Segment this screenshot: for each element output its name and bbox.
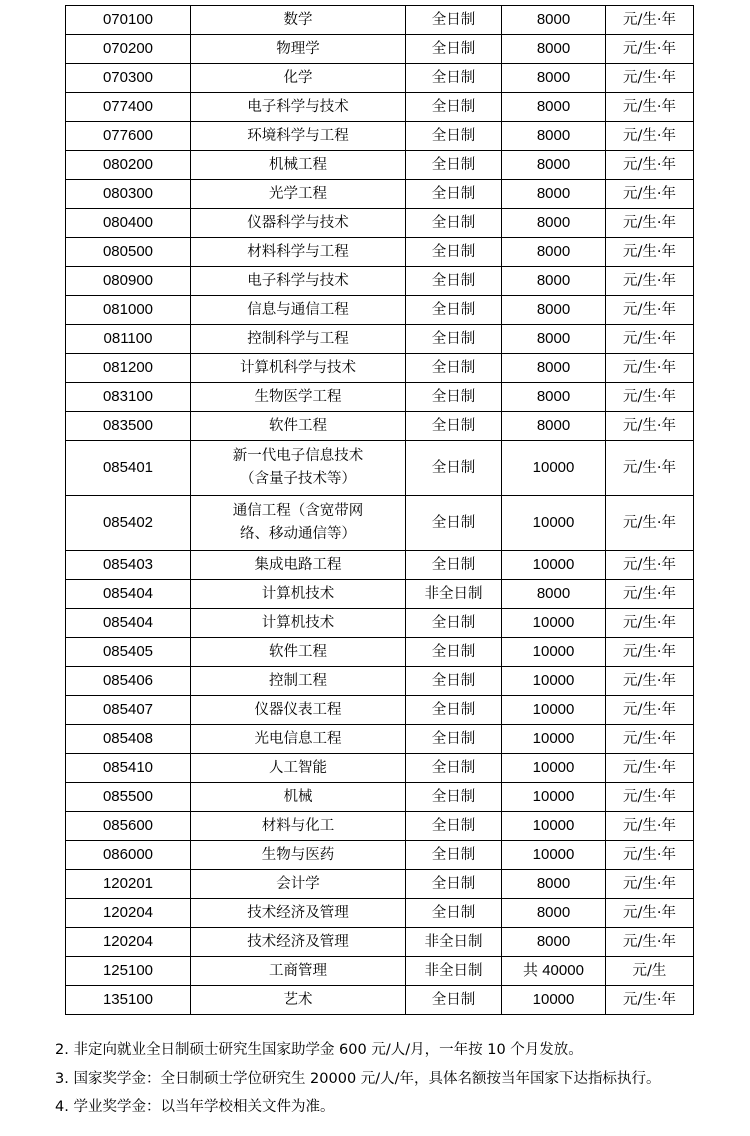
program-code-cell: 085403 — [66, 551, 191, 580]
program-code-cell: 085406 — [66, 667, 191, 696]
study-mode-cell: 全日制 — [406, 841, 502, 870]
table-row — [66, 841, 694, 870]
fee-amount-cell: 10000 — [502, 754, 606, 783]
fee-amount-cell: 8000 — [502, 151, 606, 180]
program-code-cell: 120204 — [66, 928, 191, 957]
study-mode-cell: 全日制 — [406, 986, 502, 1015]
program-code-cell: 081100 — [66, 325, 191, 354]
program-code-cell: 120204 — [66, 899, 191, 928]
table-row — [66, 609, 694, 638]
table-row — [66, 6, 694, 35]
fee-amount-cell: 8000 — [502, 383, 606, 412]
study-mode-cell: 全日制 — [406, 35, 502, 64]
program-code-cell: 085500 — [66, 783, 191, 812]
study-mode-cell: 全日制 — [406, 151, 502, 180]
fee-amount-cell: 10000 — [502, 783, 606, 812]
fee-unit-cell: 元/生·年 — [606, 296, 694, 325]
program-name-cell: 工商管理 — [191, 957, 406, 986]
fee-amount-cell: 10000 — [502, 441, 606, 496]
program-name-cell: 环境科学与工程 — [191, 122, 406, 151]
table-row — [66, 986, 694, 1015]
study-mode-cell: 全日制 — [406, 551, 502, 580]
fee-amount-cell: 10000 — [502, 609, 606, 638]
table-row — [66, 638, 694, 667]
study-mode-cell: 全日制 — [406, 870, 502, 899]
program-name-cell: 光学工程 — [191, 180, 406, 209]
program-code-cell: 120201 — [66, 870, 191, 899]
study-mode-cell: 全日制 — [406, 441, 502, 496]
table-row — [66, 783, 694, 812]
program-code-cell: 085600 — [66, 812, 191, 841]
program-name-cell: 物理学 — [191, 35, 406, 64]
fee-amount-cell: 8000 — [502, 580, 606, 609]
fee-unit-cell: 元/生 — [606, 957, 694, 986]
program-code-cell: 135100 — [66, 986, 191, 1015]
study-mode-cell: 全日制 — [406, 496, 502, 551]
table-row — [66, 412, 694, 441]
study-mode-cell: 全日制 — [406, 64, 502, 93]
program-name-cell: 软件工程 — [191, 638, 406, 667]
study-mode-cell: 全日制 — [406, 412, 502, 441]
fee-unit-cell: 元/生·年 — [606, 209, 694, 238]
fee-amount-cell: 8000 — [502, 325, 606, 354]
tuition-table-body — [66, 6, 694, 1015]
fee-unit-cell: 元/生·年 — [606, 870, 694, 899]
study-mode-cell: 全日制 — [406, 899, 502, 928]
study-mode-cell: 全日制 — [406, 267, 502, 296]
study-mode-cell: 全日制 — [406, 725, 502, 754]
fee-unit-cell: 元/生·年 — [606, 783, 694, 812]
note-grant: 2. 非定向就业全日制硕士研究生国家助学金 600 元/人/月，一年按 10 个月发放。 — [55, 1042, 583, 1058]
table-row — [66, 496, 694, 551]
study-mode-cell: 全日制 — [406, 383, 502, 412]
program-code-cell: 083500 — [66, 412, 191, 441]
program-name-cell: 计算机技术 — [191, 609, 406, 638]
program-code-cell: 081200 — [66, 354, 191, 383]
study-mode-cell: 全日制 — [406, 238, 502, 267]
study-mode-cell: 全日制 — [406, 754, 502, 783]
study-mode-cell: 全日制 — [406, 325, 502, 354]
program-code-cell: 070300 — [66, 64, 191, 93]
fee-amount-cell: 8000 — [502, 93, 606, 122]
program-code-cell: 086000 — [66, 841, 191, 870]
study-mode-cell: 全日制 — [406, 122, 502, 151]
fee-unit-cell: 元/生·年 — [606, 551, 694, 580]
table-row — [66, 754, 694, 783]
fee-amount-cell: 8000 — [502, 928, 606, 957]
fee-amount-cell: 10000 — [502, 841, 606, 870]
fee-unit-cell: 元/生·年 — [606, 354, 694, 383]
study-mode-cell: 全日制 — [406, 180, 502, 209]
fee-unit-cell: 元/生·年 — [606, 899, 694, 928]
fee-unit-cell: 元/生·年 — [606, 841, 694, 870]
table-row — [66, 899, 694, 928]
program-code-cell: 070100 — [66, 6, 191, 35]
program-code-cell: 083100 — [66, 383, 191, 412]
fee-unit-cell: 元/生·年 — [606, 754, 694, 783]
program-name-cell: 光电信息工程 — [191, 725, 406, 754]
table-row — [66, 580, 694, 609]
program-name-cell: 软件工程 — [191, 412, 406, 441]
program-code-cell: 077600 — [66, 122, 191, 151]
study-mode-cell: 非全日制 — [406, 580, 502, 609]
program-name-cell: 电子科学与技术 — [191, 267, 406, 296]
fee-amount-cell: 8000 — [502, 412, 606, 441]
table-row — [66, 383, 694, 412]
program-code-cell: 080300 — [66, 180, 191, 209]
fee-amount-cell: 8000 — [502, 354, 606, 383]
program-name-cell: 仪器科学与技术 — [191, 209, 406, 238]
program-name-cell — [191, 496, 406, 551]
program-name-cell: 生物医学工程 — [191, 383, 406, 412]
note-academic-scholarship: 4. 学业奖学金：以当年学校相关文件为准。 — [55, 1099, 335, 1115]
program-name-cell: 会计学 — [191, 870, 406, 899]
study-mode-cell: 全日制 — [406, 783, 502, 812]
table-row — [66, 93, 694, 122]
table-row — [66, 870, 694, 899]
program-name-cell: 信息与通信工程 — [191, 296, 406, 325]
fee-unit-cell: 元/生·年 — [606, 928, 694, 957]
fee-unit-cell: 元/生·年 — [606, 238, 694, 267]
fee-amount-cell: 10000 — [502, 725, 606, 754]
program-code-cell: 080200 — [66, 151, 191, 180]
program-code-cell: 085408 — [66, 725, 191, 754]
program-name-cell: 计算机技术 — [191, 580, 406, 609]
program-name-line: 通信工程（含宽带网 — [232, 503, 364, 519]
study-mode-cell: 全日制 — [406, 354, 502, 383]
fee-unit-cell: 元/生·年 — [606, 812, 694, 841]
study-mode-cell: 全日制 — [406, 296, 502, 325]
program-code-cell: 077400 — [66, 93, 191, 122]
fee-unit-cell: 元/生·年 — [606, 325, 694, 354]
fee-amount-cell: 10000 — [502, 496, 606, 551]
fee-amount-cell: 10000 — [502, 551, 606, 580]
fee-unit-cell: 元/生·年 — [606, 580, 694, 609]
program-name-cell: 材料科学与工程 — [191, 238, 406, 267]
table-row — [66, 122, 694, 151]
fee-unit-cell: 元/生·年 — [606, 412, 694, 441]
table-row — [66, 812, 694, 841]
table-row — [66, 151, 694, 180]
program-name-cell: 控制科学与工程 — [191, 325, 406, 354]
study-mode-cell: 全日制 — [406, 609, 502, 638]
study-mode-cell: 全日制 — [406, 93, 502, 122]
program-code-cell: 081000 — [66, 296, 191, 325]
fee-amount-cell: 8000 — [502, 296, 606, 325]
program-name-cell: 仪器仪表工程 — [191, 696, 406, 725]
fee-amount-cell: 10000 — [502, 812, 606, 841]
fee-unit-cell: 元/生·年 — [606, 667, 694, 696]
study-mode-cell: 全日制 — [406, 667, 502, 696]
study-mode-cell: 全日制 — [406, 6, 502, 35]
program-code-cell: 085405 — [66, 638, 191, 667]
program-code-cell: 085404 — [66, 609, 191, 638]
program-code-cell: 085402 — [66, 496, 191, 551]
fee-unit-cell: 元/生·年 — [606, 180, 694, 209]
fee-amount-cell: 8000 — [502, 122, 606, 151]
program-name-cell: 控制工程 — [191, 667, 406, 696]
fee-unit-cell: 元/生·年 — [606, 93, 694, 122]
note-national-scholarship: 3. 国家奖学金：全日制硕士学位研究生 20000 元/人/年，具体名额按当年国家下达指标执行。 — [55, 1070, 661, 1087]
program-code-cell: 080400 — [66, 209, 191, 238]
program-code-cell: 080900 — [66, 267, 191, 296]
program-code-cell: 085407 — [66, 696, 191, 725]
fee-amount-cell: 8000 — [502, 6, 606, 35]
notes-section — [55, 1036, 745, 1122]
program-name-cell: 技术经济及管理 — [191, 928, 406, 957]
table-row — [66, 35, 694, 64]
fee-unit-cell: 元/生·年 — [606, 986, 694, 1015]
fee-amount-cell: 10000 — [502, 986, 606, 1015]
study-mode-cell: 非全日制 — [406, 957, 502, 986]
program-name-line: 新一代电子信息技术 — [232, 448, 364, 464]
fee-amount-cell: 8000 — [502, 64, 606, 93]
fee-amount-cell: 8000 — [502, 238, 606, 267]
fee-amount-cell: 8000 — [502, 267, 606, 296]
fee-amount-cell: 8000 — [502, 870, 606, 899]
fee-unit-cell: 元/生·年 — [606, 441, 694, 496]
fee-amount-cell: 8000 — [502, 209, 606, 238]
program-name-cell: 人工智能 — [191, 754, 406, 783]
program-code-cell: 085401 — [66, 441, 191, 496]
fee-amount-cell: 10000 — [502, 696, 606, 725]
fee-unit-cell: 元/生·年 — [606, 696, 694, 725]
program-name-cell: 机械 — [191, 783, 406, 812]
study-mode-cell: 全日制 — [406, 209, 502, 238]
program-code-cell: 070200 — [66, 35, 191, 64]
table-row — [66, 441, 694, 496]
program-code-cell: 080500 — [66, 238, 191, 267]
table-row — [66, 267, 694, 296]
fee-amount-cell: 共 40000 — [502, 957, 606, 986]
table-row — [66, 667, 694, 696]
program-name-line: 络、移动通信等） — [240, 526, 356, 542]
fee-unit-cell: 元/生·年 — [606, 35, 694, 64]
tuition-table — [65, 5, 694, 1015]
study-mode-cell: 全日制 — [406, 638, 502, 667]
fee-unit-cell: 元/生·年 — [606, 64, 694, 93]
fee-unit-cell: 元/生·年 — [606, 725, 694, 754]
table-row — [66, 354, 694, 383]
table-row — [66, 296, 694, 325]
fee-unit-cell: 元/生·年 — [606, 151, 694, 180]
program-name-cell: 艺术 — [191, 986, 406, 1015]
program-name-cell: 材料与化工 — [191, 812, 406, 841]
program-code-cell: 085410 — [66, 754, 191, 783]
fee-amount-cell: 10000 — [502, 667, 606, 696]
table-row — [66, 64, 694, 93]
fee-unit-cell: 元/生·年 — [606, 267, 694, 296]
fee-amount-cell: 8000 — [502, 180, 606, 209]
study-mode-cell: 全日制 — [406, 696, 502, 725]
study-mode-cell: 非全日制 — [406, 928, 502, 957]
table-row — [66, 725, 694, 754]
program-name-cell: 机械工程 — [191, 151, 406, 180]
fee-unit-cell: 元/生·年 — [606, 496, 694, 551]
fee-unit-cell: 元/生·年 — [606, 383, 694, 412]
fee-unit-cell: 元/生·年 — [606, 6, 694, 35]
table-row — [66, 180, 694, 209]
program-name-cell: 计算机科学与技术 — [191, 354, 406, 383]
study-mode-cell: 全日制 — [406, 812, 502, 841]
program-code-cell: 125100 — [66, 957, 191, 986]
table-row — [66, 696, 694, 725]
fee-unit-cell: 元/生·年 — [606, 122, 694, 151]
fee-unit-cell: 元/生·年 — [606, 638, 694, 667]
fee-amount-cell: 8000 — [502, 899, 606, 928]
program-name-cell: 数学 — [191, 6, 406, 35]
program-name-cell: 化学 — [191, 64, 406, 93]
table-row — [66, 551, 694, 580]
fee-amount-cell: 10000 — [502, 638, 606, 667]
fee-unit-cell: 元/生·年 — [606, 609, 694, 638]
table-row — [66, 325, 694, 354]
program-name-cell: 技术经济及管理 — [191, 899, 406, 928]
program-name-cell — [191, 441, 406, 496]
fee-amount-cell: 8000 — [502, 35, 606, 64]
program-name-cell: 电子科学与技术 — [191, 93, 406, 122]
table-row — [66, 957, 694, 986]
table-row — [66, 238, 694, 267]
table-row — [66, 928, 694, 957]
table-row — [66, 209, 694, 238]
program-name-cell: 生物与医药 — [191, 841, 406, 870]
program-name-cell: 集成电路工程 — [191, 551, 406, 580]
program-name-line: （含量子技术等） — [240, 471, 356, 487]
program-code-cell: 085404 — [66, 580, 191, 609]
